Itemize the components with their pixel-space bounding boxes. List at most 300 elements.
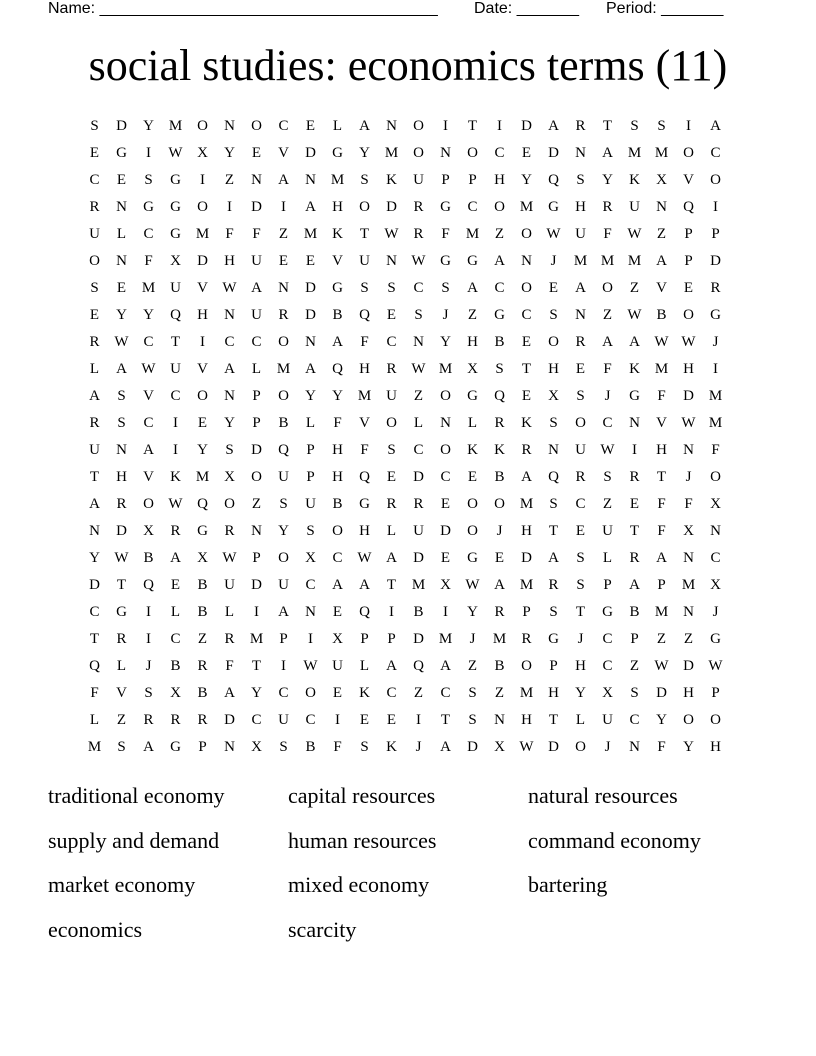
grid-letter: F	[711, 442, 720, 458]
grid-letter: C	[575, 496, 586, 512]
grid-letter: T	[548, 523, 559, 539]
grid-letter: M	[708, 388, 723, 404]
grid-letter: Y	[656, 712, 667, 728]
grid-letter: J	[712, 334, 719, 350]
grid-letter: M	[384, 145, 399, 161]
grid-letter: O	[683, 307, 694, 323]
grid-letter: X	[224, 469, 235, 485]
grid-letter: R	[575, 118, 586, 134]
grid-letter: Z	[116, 712, 127, 728]
grid-letter: F	[252, 226, 261, 242]
grid-letter: R	[548, 577, 559, 593]
grid-letter: P	[657, 577, 666, 593]
grid-letter: W	[681, 415, 696, 431]
grid-letter: V	[116, 685, 127, 701]
grid-letter: R	[494, 604, 505, 620]
grid-letter: U	[251, 307, 262, 323]
grid-letter: F	[360, 442, 369, 458]
grid-letter: A	[143, 739, 154, 755]
grid-letter: D	[656, 685, 667, 701]
grid-letter: D	[683, 388, 694, 404]
grid-letter: N	[278, 280, 289, 296]
grid-letter: B	[332, 496, 343, 512]
grid-letter: I	[200, 172, 205, 188]
grid-letter: U	[278, 469, 289, 485]
grid-letter: Z	[656, 226, 667, 242]
grid-letter: N	[548, 442, 559, 458]
grid-letter: U	[413, 523, 424, 539]
grid-letter: B	[629, 604, 640, 620]
grid-letter: N	[629, 739, 640, 755]
grid-letter: M	[519, 199, 534, 215]
grid-letter: U	[602, 523, 613, 539]
grid-letter: M	[276, 361, 291, 377]
grid-letter: Y	[89, 550, 100, 566]
grid-letter: P	[387, 631, 396, 647]
grid-letter: B	[494, 658, 505, 674]
grid-row	[81, 383, 729, 410]
grid-letter: N	[440, 145, 451, 161]
grid-letter: P	[630, 631, 639, 647]
grid-letter: M	[654, 361, 669, 377]
grid-letter: A	[494, 253, 505, 269]
word-list-item: market economy	[48, 872, 196, 897]
grid-letter: W	[654, 334, 669, 350]
grid-letter: X	[710, 496, 721, 512]
grid-letter: S	[387, 442, 396, 458]
grid-letter: E	[548, 280, 559, 296]
grid-letter: Y	[683, 739, 694, 755]
grid-letter: G	[467, 388, 478, 404]
grid-letter: J	[469, 631, 476, 647]
grid-letter: T	[467, 118, 478, 134]
grid-letter: I	[443, 118, 448, 134]
grid-letter: W	[114, 334, 129, 350]
grid-letter: U	[278, 712, 289, 728]
grid-letter: M	[87, 739, 102, 755]
grid-letter: E	[278, 253, 289, 269]
grid-letter: C	[629, 712, 640, 728]
grid-letter: R	[413, 496, 424, 512]
grid-letter: C	[305, 712, 316, 728]
grid-letter: L	[116, 226, 127, 242]
grid-letter: R	[170, 523, 181, 539]
grid-letter: X	[143, 523, 154, 539]
grid-letter: L	[602, 550, 613, 566]
grid-letter: V	[359, 415, 370, 431]
grid-letter: E	[386, 307, 397, 323]
grid-letter: O	[251, 469, 262, 485]
grid-row	[81, 221, 729, 248]
grid-letter: Q	[359, 469, 370, 485]
grid-letter: C	[224, 334, 235, 350]
grid-letter: O	[197, 199, 208, 215]
grid-letter: A	[386, 550, 397, 566]
grid-row	[81, 113, 729, 140]
grid-row	[81, 437, 729, 464]
grid-letter: D	[413, 631, 424, 647]
grid-row	[81, 572, 729, 599]
grid-letter: R	[629, 550, 640, 566]
grid-letter: Y	[521, 172, 532, 188]
grid-letter: M	[438, 631, 453, 647]
grid-letter: X	[656, 172, 667, 188]
grid-letter: P	[306, 442, 315, 458]
grid-letter: C	[143, 226, 154, 242]
grid-letter: Y	[224, 145, 235, 161]
grid-letter: T	[629, 523, 640, 539]
grid-letter: Q	[494, 388, 505, 404]
grid-letter: D	[116, 118, 127, 134]
grid-letter: T	[251, 658, 262, 674]
grid-letter: C	[278, 118, 289, 134]
grid-letter: I	[254, 604, 259, 620]
grid-letter: D	[521, 118, 532, 134]
grid-letter: N	[116, 199, 127, 215]
grid-letter: X	[440, 577, 451, 593]
grid-letter: E	[197, 415, 208, 431]
grid-letter: X	[197, 145, 208, 161]
grid-letter: J	[145, 658, 152, 674]
word-list-item: traditional economy	[48, 783, 225, 808]
grid-letter: X	[710, 577, 721, 593]
grid-letter: X	[251, 739, 262, 755]
grid-letter: P	[252, 415, 261, 431]
grid-letter: S	[576, 172, 585, 188]
grid-letter: N	[305, 334, 316, 350]
grid-letter: W	[141, 361, 156, 377]
grid-letter: N	[629, 415, 640, 431]
grid-letter: S	[468, 685, 477, 701]
grid-letter: U	[170, 280, 181, 296]
grid-letter: U	[278, 577, 289, 593]
grid-letter: Q	[332, 361, 343, 377]
grid-letter: N	[116, 253, 127, 269]
grid-letter: O	[278, 334, 289, 350]
grid-letter: A	[251, 280, 262, 296]
grid-letter: A	[386, 658, 397, 674]
grid-letter: T	[656, 469, 667, 485]
grid-letter: D	[467, 739, 478, 755]
grid-letter: K	[359, 685, 370, 701]
grid-letter: M	[303, 226, 318, 242]
grid-letter: N	[116, 442, 127, 458]
grid-letter: D	[251, 442, 262, 458]
grid-letter: A	[170, 550, 181, 566]
grid-letter: S	[495, 361, 504, 377]
grid-letter: O	[494, 199, 505, 215]
grid-letter: P	[441, 172, 450, 188]
grid-letter: N	[386, 253, 397, 269]
grid-letter: L	[332, 118, 343, 134]
grid-letter: D	[386, 199, 397, 215]
grid-letter: K	[386, 739, 397, 755]
grid-letter: R	[710, 280, 721, 296]
grid-letter: C	[494, 145, 505, 161]
grid-letter: F	[684, 496, 693, 512]
grid-letter: G	[710, 631, 721, 647]
grid-letter: U	[89, 226, 100, 242]
grid-letter: H	[494, 172, 505, 188]
grid-letter: J	[496, 523, 503, 539]
grid-letter: F	[225, 226, 234, 242]
grid-letter: A	[575, 280, 586, 296]
grid-letter: C	[278, 685, 289, 701]
grid-letter: C	[251, 712, 262, 728]
grid-letter: O	[467, 496, 478, 512]
grid-letter: R	[197, 658, 208, 674]
grid-letter: Q	[683, 199, 694, 215]
grid-letter: A	[656, 253, 667, 269]
grid-letter: N	[575, 145, 586, 161]
grid-letter: W	[627, 307, 642, 323]
grid-letter: N	[683, 442, 694, 458]
grid-letter: P	[711, 685, 720, 701]
grid-letter: G	[467, 253, 478, 269]
grid-letter: N	[386, 118, 397, 134]
grid-letter: R	[170, 712, 181, 728]
grid-letter: N	[494, 712, 505, 728]
grid-row	[81, 329, 729, 356]
grid-letter: W	[411, 361, 426, 377]
grid-letter: C	[89, 172, 100, 188]
grid-letter: L	[359, 658, 370, 674]
grid-letter: W	[465, 577, 480, 593]
grid-letter: O	[359, 199, 370, 215]
grid-letter: Z	[197, 631, 208, 647]
grid-letter: B	[197, 604, 208, 620]
grid-letter: I	[173, 442, 178, 458]
grid-letter: P	[522, 604, 531, 620]
grid-letter: R	[494, 415, 505, 431]
grid-letter: O	[89, 253, 100, 269]
grid-letter: B	[197, 685, 208, 701]
grid-letter: S	[117, 388, 126, 404]
grid-letter: G	[629, 388, 640, 404]
grid-letter: S	[144, 685, 153, 701]
date-field-label: Date: _______	[474, 0, 579, 17]
grid-letter: B	[278, 415, 289, 431]
grid-letter: Q	[170, 307, 181, 323]
grid-row	[81, 140, 729, 167]
grid-letter: N	[224, 739, 235, 755]
grid-letter: E	[170, 577, 181, 593]
grid-letter: A	[278, 172, 289, 188]
grid-letter: O	[143, 496, 154, 512]
grid-letter: Z	[251, 496, 262, 512]
grid-letter: C	[602, 658, 613, 674]
grid-letter: Y	[575, 685, 586, 701]
grid-letter: H	[359, 523, 370, 539]
grid-letter: G	[116, 145, 127, 161]
grid-letter: P	[468, 172, 477, 188]
grid-letter: R	[89, 415, 100, 431]
grid-letter: E	[359, 712, 370, 728]
grid-letter: M	[465, 226, 480, 242]
word-list-item: capital resources	[288, 783, 436, 808]
grid-letter: K	[494, 442, 505, 458]
grid-letter: E	[89, 307, 100, 323]
grid-letter: R	[386, 361, 397, 377]
grid-letter: G	[359, 496, 370, 512]
grid-letter: J	[415, 739, 422, 755]
grid-letter: V	[197, 361, 208, 377]
grid-letter: S	[306, 523, 315, 539]
grid-letter: U	[413, 172, 424, 188]
grid-letter: C	[386, 685, 397, 701]
grid-letter: P	[684, 253, 693, 269]
grid-row	[81, 599, 729, 626]
grid-letter: Y	[359, 145, 370, 161]
grid-letter: G	[467, 550, 478, 566]
grid-letter: Y	[224, 415, 235, 431]
grid-letter: K	[170, 469, 181, 485]
grid-letter: A	[305, 199, 316, 215]
word-list-item: mixed economy	[288, 872, 430, 897]
grid-letter: J	[604, 388, 611, 404]
grid-letter: N	[251, 172, 262, 188]
grid-letter: Z	[656, 631, 667, 647]
grid-letter: A	[467, 280, 478, 296]
grid-letter: S	[441, 280, 450, 296]
grid-letter: E	[386, 712, 397, 728]
grid-letter: B	[656, 307, 667, 323]
grid-letter: D	[305, 307, 316, 323]
grid-letter: R	[278, 307, 289, 323]
grid-letter: I	[416, 712, 421, 728]
grid-letter: O	[386, 415, 397, 431]
grid-letter: Y	[332, 388, 343, 404]
grid-letter: O	[521, 226, 532, 242]
grid-letter: B	[413, 604, 424, 620]
word-list-item: supply and demand	[48, 827, 220, 853]
grid-letter: P	[711, 226, 720, 242]
grid-letter: N	[683, 550, 694, 566]
grid-letter: O	[224, 496, 235, 512]
grid-letter: M	[141, 280, 156, 296]
grid-letter: W	[627, 226, 642, 242]
grid-letter: P	[549, 658, 558, 674]
grid-letter: N	[440, 415, 451, 431]
grid-letter: M	[654, 145, 669, 161]
grid-letter: I	[713, 361, 718, 377]
grid-row	[81, 734, 729, 761]
grid-letter: Q	[89, 658, 100, 674]
grid-letter: E	[116, 172, 127, 188]
grid-letter: L	[467, 415, 478, 431]
grid-letter: E	[683, 280, 694, 296]
grid-letter: C	[602, 631, 613, 647]
grid-letter: R	[116, 496, 127, 512]
grid-letter: O	[602, 280, 613, 296]
grid-letter: W	[519, 739, 534, 755]
grid-row	[81, 194, 729, 221]
grid-letter: M	[492, 631, 507, 647]
grid-letter: W	[114, 550, 129, 566]
grid-letter: R	[224, 523, 235, 539]
grid-letter: O	[440, 442, 451, 458]
grid-letter: W	[222, 280, 237, 296]
word-list-item: natural resources	[528, 783, 678, 808]
grid-letter: I	[146, 145, 151, 161]
grid-letter: L	[89, 712, 100, 728]
grid-letter: E	[467, 469, 478, 485]
grid-letter: N	[683, 604, 694, 620]
grid-letter: U	[305, 496, 316, 512]
grid-letter: T	[89, 631, 100, 647]
grid-letter: Z	[494, 685, 505, 701]
grid-letter: C	[521, 307, 532, 323]
grid-letter: V	[683, 172, 694, 188]
grid-letter: M	[330, 172, 345, 188]
grid-letter: S	[468, 712, 477, 728]
grid-letter: R	[413, 199, 424, 215]
grid-letter: T	[548, 712, 559, 728]
period-field-label: Period: _______	[606, 0, 724, 17]
grid-letter: I	[146, 631, 151, 647]
grid-letter: R	[575, 334, 586, 350]
grid-row	[81, 302, 729, 329]
grid-letter: Z	[629, 658, 640, 674]
grid-letter: H	[575, 199, 586, 215]
grid-letter: X	[494, 739, 505, 755]
name-field-label: Name: ______________________________________	[48, 0, 438, 17]
grid-letter: D	[89, 577, 100, 593]
grid-letter: A	[710, 118, 721, 134]
grid-letter: G	[170, 199, 181, 215]
grid-letter: I	[308, 631, 313, 647]
grid-letter: F	[90, 685, 99, 701]
grid-letter: G	[332, 145, 343, 161]
page-title: social studies: economics terms (11)	[88, 41, 728, 90]
grid-letter: D	[305, 280, 316, 296]
grid-letter: S	[360, 739, 369, 755]
grid-letter: P	[306, 469, 315, 485]
grid-letter: J	[442, 307, 449, 323]
grid-letter: N	[413, 334, 424, 350]
grid-letter: K	[521, 415, 532, 431]
word-list-item: scarcity	[288, 916, 357, 942]
grid-letter: D	[197, 253, 208, 269]
grid-letter: U	[332, 658, 343, 674]
grid-letter: H	[575, 658, 586, 674]
grid-letter: A	[359, 577, 370, 593]
grid-row	[81, 410, 729, 437]
grid-letter: C	[440, 685, 451, 701]
grid-letter: A	[332, 334, 343, 350]
grid-letter: F	[657, 388, 666, 404]
grid-letter: O	[278, 550, 289, 566]
grid-letter: F	[603, 361, 612, 377]
grid-letter: G	[116, 604, 127, 620]
grid-letter: C	[440, 469, 451, 485]
grid-letter: H	[521, 523, 532, 539]
grid-letter: F	[657, 496, 666, 512]
grid-letter: T	[170, 334, 181, 350]
grid-letter: W	[168, 496, 183, 512]
grid-letter: E	[251, 145, 262, 161]
grid-letter: U	[170, 361, 181, 377]
grid-letter: Y	[143, 307, 154, 323]
grid-letter: D	[413, 469, 424, 485]
grid-letter: D	[224, 712, 235, 728]
grid-letter: E	[521, 334, 532, 350]
grid-letter: V	[656, 280, 667, 296]
grid-letter: R	[143, 712, 154, 728]
grid-letter: B	[143, 550, 154, 566]
grid-letter: H	[683, 361, 694, 377]
word-list-item: command economy	[528, 827, 701, 853]
